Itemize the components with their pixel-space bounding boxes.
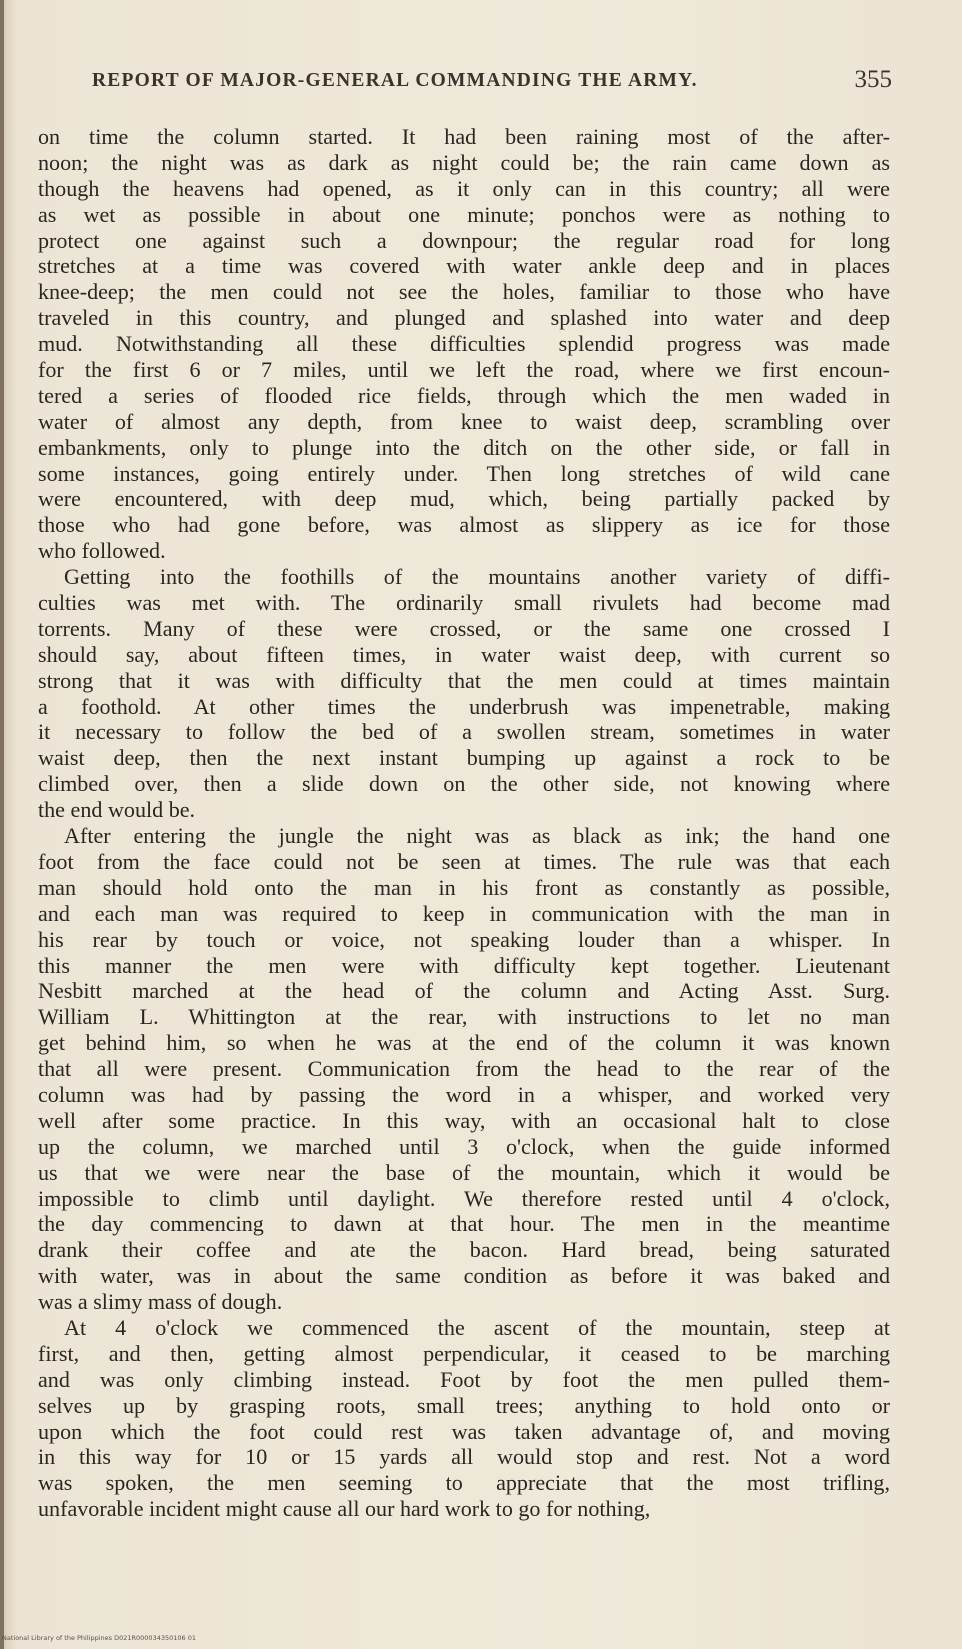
text-line: was spoken, the men seeming to appreciate that the most trifling, <box>38 1470 890 1496</box>
text-line: on time the column started. It had been raining most of the after- <box>38 124 890 149</box>
text-line: were encountered, with deep mud, which, being partially packed by <box>38 486 890 512</box>
text-line: After entering the jungle the night was as black as ink; the hand one <box>64 823 890 849</box>
text-line: strong that it was with difficulty that the men could at times maintain <box>38 667 890 693</box>
text-line: as wet as possible in about one minute; ponchos were as nothing to <box>38 201 890 227</box>
text-line: the day commencing to dawn at that hour. The men in the meantime <box>38 1211 890 1237</box>
text-line: Getting into the foothills of the mountains another variety of diffi- <box>64 564 890 590</box>
text-line: should say, about fifteen times, in water waist deep, with current so <box>38 641 890 667</box>
text-line: impossible to climb until daylight. We therefore rested until 4 o'clock, <box>38 1185 890 1211</box>
body-text <box>38 124 890 1522</box>
text-line: noon; the night was as dark as night could be; the rain came down as <box>38 149 890 175</box>
page-header <box>92 66 892 102</box>
text-line: the end would be. <box>38 797 196 823</box>
text-line: was a slimy mass of dough. <box>38 1289 283 1315</box>
text-line: traveled in this country, and plunged and splashed into water and deep <box>38 305 890 331</box>
text-line: that all were present. Communication from the head to the rear of the <box>38 1056 890 1082</box>
text-line: foot from the face could not be seen at times. The rule was that each <box>38 848 890 874</box>
text-line: who followed. <box>38 538 166 564</box>
text-line: for the first 6 or 7 miles, until we left the road, where we first encoun- <box>38 357 890 383</box>
page-spine-shadow <box>0 0 4 1649</box>
text-line: mud. Notwithstanding all these difficulties splendid progress was made <box>38 331 890 357</box>
text-line: stretches at a time was covered with water ankle deep and in places <box>38 253 890 279</box>
text-line: us that we were near the base of the mountain, which it would be <box>38 1159 890 1185</box>
text-line: selves up by grasping roots, small trees; anything to hold onto or <box>38 1392 890 1418</box>
text-line: man should hold onto the man in his front as constantly as possible, <box>38 874 890 900</box>
text-line: column was had by passing the word in a whisper, and worked very <box>38 1081 890 1107</box>
text-line: knee-deep; the men could not see the holes, familiar to those who have <box>38 279 890 305</box>
text-line: get behind him, so when he was at the end of the column it was known <box>38 1030 890 1056</box>
text-line: and was only climbing instead. Foot by foot the men pulled them- <box>38 1366 890 1392</box>
text-line: tered a series of flooded rice fields, through which the men waded in <box>38 382 890 408</box>
text-line: those who had gone before, was almost as slippery as ice for those <box>38 512 890 538</box>
text-line: his rear by touch or voice, not speaking louder than a whisper. In <box>38 926 890 952</box>
text-line: a foothold. At other times the underbrush was impenetrable, making <box>38 693 890 719</box>
text-line: William L. Whittington at the rear, with instructions to let no man <box>38 1004 890 1030</box>
text-line: drank their coffee and ate the bacon. Hard bread, being saturated <box>38 1237 890 1263</box>
text-line: it necessary to follow the bed of a swollen stream, sometimes in water <box>38 719 890 745</box>
text-line: upon which the foot could rest was taken advantage of, and moving <box>38 1418 890 1444</box>
text-line: climbed over, then a slide down on the other side, not knowing where <box>38 771 890 797</box>
text-line: water of almost any depth, from knee to waist deep, scrambling over <box>38 408 890 434</box>
text-line: in this way for 10 or 15 yards all would stop and rest. Not a word <box>38 1444 890 1470</box>
footer-attribution: National Library of the Philippines D021R000034350106 01 <box>2 1634 196 1642</box>
text-line: At 4 o'clock we commenced the ascent of the mountain, steep at <box>64 1314 890 1340</box>
text-line: embankments, only to plunge into the ditch on the other side, or fall in <box>38 434 890 460</box>
text-line: torrents. Many of these were crossed, or the same one crossed I <box>38 615 890 641</box>
text-line: this manner the men were with difficulty kept together. Lieutenant <box>38 952 890 978</box>
text-line: culties was met with. The ordinarily small rivulets had become mad <box>38 590 890 616</box>
text-line: some instances, going entirely under. Then long stretches of wild cane <box>38 460 890 486</box>
text-line: well after some practice. In this way, with an occasional halt to close <box>38 1107 890 1133</box>
text-line: first, and then, getting almost perpendicular, it ceased to be marching <box>38 1340 890 1366</box>
text-line: and each man was required to keep in communication with the man in <box>38 900 890 926</box>
text-line: with water, was in about the same condition as before it was baked and <box>38 1263 890 1289</box>
text-line: up the column, we marched until 3 o'clock, when the guide informed <box>38 1133 890 1159</box>
text-line: waist deep, then the next instant bumping up against a rock to be <box>38 745 890 771</box>
text-line: unfavorable incident might cause all our hard work to go for nothing, <box>38 1496 651 1522</box>
running-title: REPORT OF MAJOR-GENERAL COMMANDING THE ARMY. <box>92 70 698 91</box>
text-line: Nesbitt marched at the head of the column and Acting Asst. Surg. <box>38 978 890 1004</box>
text-line: protect one against such a downpour; the regular road for long <box>38 227 890 253</box>
page-number: 355 <box>854 66 892 93</box>
text-line: though the heavens had opened, as it only can in this country; all were <box>38 175 890 201</box>
